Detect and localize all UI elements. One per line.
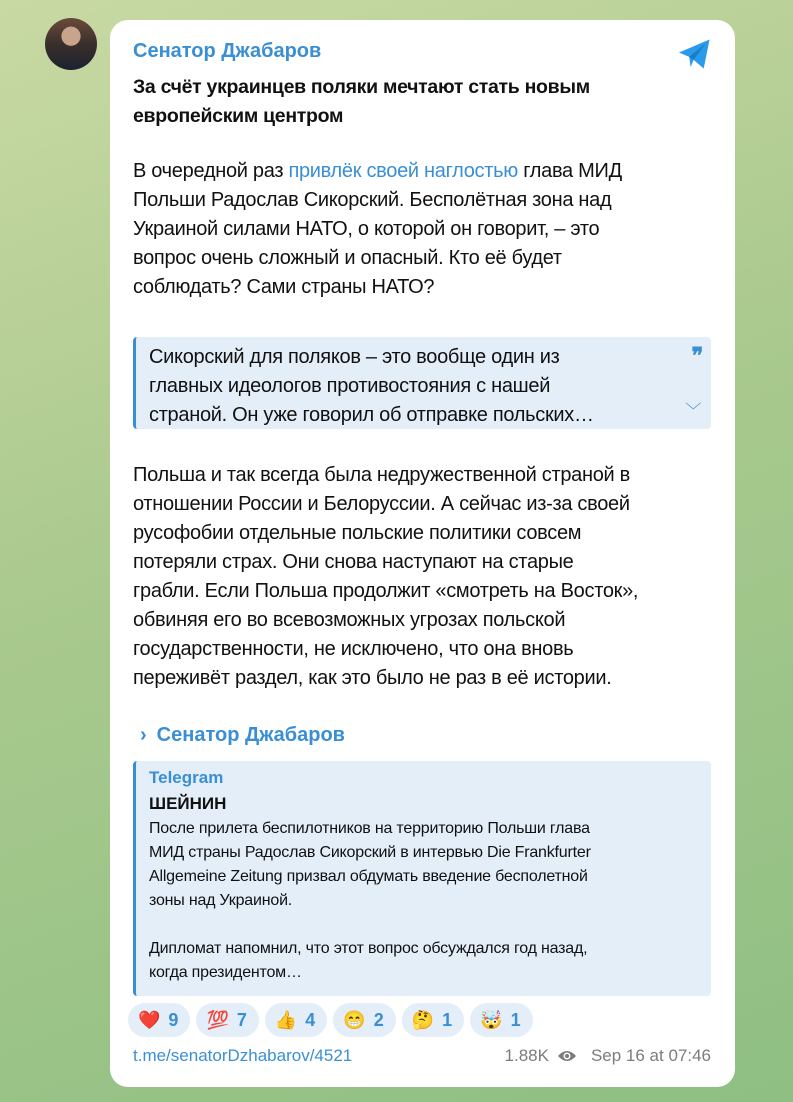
text-line: государственности, не исключено, что она вновь — [133, 638, 574, 660]
preview-text — [149, 817, 711, 985]
title-line: европейским центром — [133, 105, 344, 127]
quote-icon: ❞ — [691, 343, 703, 368]
text-line: После прилета беспилотников на территорию Польши глава — [149, 820, 590, 837]
view-count: 1.88K — [504, 1046, 549, 1065]
text-line: МИД страны Радослав Сикорский в интервью Die Frankfurter — [149, 844, 591, 861]
text-line: Польша и так всегда была недружественной страной в — [133, 464, 630, 486]
reaction-heart[interactable] — [128, 1003, 190, 1037]
message-bubble — [110, 20, 735, 1087]
paragraph-2 — [133, 461, 638, 693]
telegram-icon[interactable] — [677, 38, 713, 70]
reaction-count: 7 — [236, 1009, 247, 1030]
heart-icon: ❤️ — [138, 1009, 161, 1030]
hundred-icon: 💯 — [206, 1009, 229, 1030]
reaction-thinking[interactable] — [402, 1003, 464, 1037]
text-line: вопрос очень сложный и опасный. Кто её будет — [133, 247, 562, 269]
expandable-blockquote[interactable] — [133, 337, 711, 429]
thinking-icon: 🤔 — [411, 1009, 435, 1030]
chevron-down-icon[interactable]: ﹀ — [685, 403, 701, 420]
text-line: переживёт раздел, как это было не раз в её истории. — [133, 667, 612, 689]
quote-line: страной. Он уже говорил об отправке польских… — [149, 404, 594, 426]
eye-icon — [557, 1049, 577, 1063]
preview-site: Telegram — [149, 768, 224, 787]
reaction-count: 2 — [373, 1009, 384, 1030]
text-line: грабли. Если Польша продолжит «смотреть на Восток», — [133, 580, 639, 602]
channel-avatar[interactable] — [45, 18, 97, 70]
thumbs-up-icon: 👍 — [274, 1009, 298, 1030]
reaction-count: 1 — [442, 1009, 453, 1030]
text-line: Allgemeine Zeitung призвал обдумать введение бесполетной — [149, 868, 588, 885]
forwarded-link[interactable] — [140, 724, 345, 747]
post-title — [133, 73, 590, 131]
channel-name[interactable]: Сенатор Джабаров — [133, 40, 322, 62]
reaction-mind-blown[interactable] — [470, 1003, 532, 1037]
reaction-count: 9 — [168, 1009, 179, 1030]
quote-line: Сикорский для поляков – это вообще один из — [149, 346, 560, 368]
quote-line: главных идеологов противостояния с нашей — [149, 375, 551, 397]
text-line: когда президентом… — [149, 964, 302, 981]
text-line: Польши Радослав Сикорский. Бесполётная зона над — [133, 189, 612, 211]
preview-title: ШЕЙНИН — [149, 794, 227, 813]
text-line: отношении России и Белоруссии. А сейчас из-за своей — [133, 493, 630, 515]
forward-label: Сенатор Джабаров — [156, 724, 345, 746]
mind-blown-icon: 🤯 — [480, 1009, 503, 1030]
reaction-thumbs-up[interactable] — [265, 1003, 327, 1037]
text-line: зоны над Украиной. — [149, 892, 293, 909]
text-line: обвиняя его во всевозможных угрозах польской — [133, 609, 566, 631]
reactions — [128, 1003, 533, 1037]
link-preview[interactable] — [133, 761, 711, 996]
text-line: Украиной силами НАТО, о которой он говорит, – это — [133, 218, 600, 240]
text-line: соблюдать? Сами страны НАТО? — [133, 276, 435, 298]
title-line: За счёт украинцев поляки мечтают стать новым — [133, 76, 590, 98]
reaction-count: 4 — [305, 1009, 316, 1030]
timestamp: Sep 16 at 07:46 — [590, 1046, 711, 1065]
grin-icon: 😁 — [343, 1009, 366, 1030]
text: глава МИД — [517, 160, 622, 182]
text-line: потеряли страх. Они снова наступают на старые — [133, 551, 574, 573]
inline-link[interactable]: привлёк своей наглостью — [288, 160, 518, 182]
post-link[interactable]: t.me/senatorDzhabarov/4521 — [133, 1046, 353, 1065]
text-line — [149, 913, 711, 937]
text: В очередной раз — [133, 160, 289, 182]
message-footer — [133, 1046, 711, 1066]
chevron-right-icon: › — [140, 724, 147, 746]
reaction-count: 1 — [510, 1009, 521, 1030]
reaction-grin[interactable] — [333, 1003, 395, 1037]
text-line: Дипломат напомнил, что этот вопрос обсуждался год назад, — [149, 940, 588, 957]
paragraph-1 — [133, 157, 622, 302]
reaction-100[interactable] — [196, 1003, 258, 1037]
text-line: русофобии отдельные польские политики совсем — [133, 522, 582, 544]
